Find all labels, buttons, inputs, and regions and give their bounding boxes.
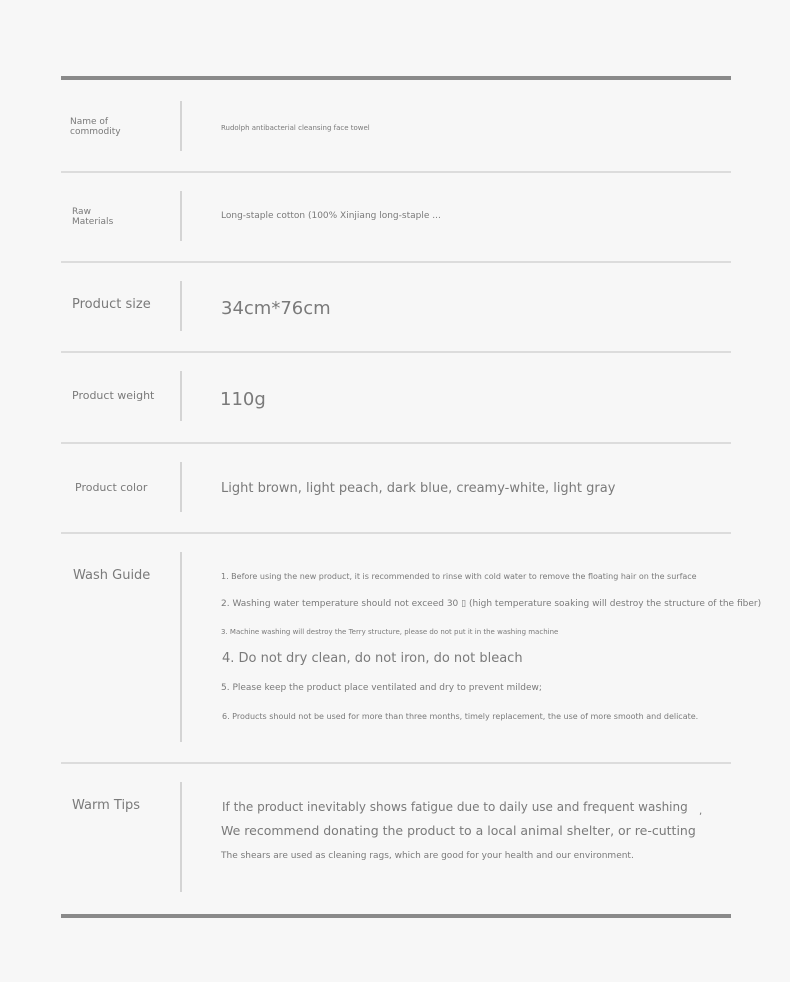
wash-guide-item: 3. Machine washing will destroy the Terry structure, please do not put it in the washing machine — [221, 628, 559, 636]
warm-tips-comma: , — [699, 806, 703, 817]
row-label-product-size: Product size — [72, 297, 151, 312]
row-divider — [61, 351, 731, 353]
wash-guide-item: 5. Please keep the product place ventilated and dry to prevent mildew; — [221, 683, 542, 693]
column-divider — [180, 552, 182, 742]
row-divider — [61, 442, 731, 444]
row-value-product-size: 34cm*76cm — [221, 298, 331, 319]
wash-guide-item: 2. Washing water temperature should not exceed 30 ▯ (high temperature soaking will destroy the structure of the fiber) — [221, 599, 762, 609]
row-value-name-of-commodity: Rudolph antibacterial cleansing face towel — [221, 124, 370, 132]
row-value-raw-materials: Long-staple cotton (100% Xinjiang long-staple ... — [221, 211, 441, 221]
column-divider — [180, 281, 182, 331]
bottom-border — [61, 914, 731, 918]
warm-tips-line: We recommend donating the product to a local animal shelter, or re-cutting — [221, 823, 696, 838]
row-divider — [61, 261, 731, 263]
column-divider — [180, 191, 182, 241]
row-divider — [61, 762, 731, 764]
warm-tips-label: Warm Tips — [72, 798, 141, 813]
row-label-raw-materials: Raw Materials — [72, 207, 114, 228]
wash-guide-item: 1. Before using the new product, it is recommended to rinse with cold water to remove the floating hair on the surface — [221, 572, 697, 581]
column-divider — [180, 782, 182, 892]
row-value-product-weight: 110g — [220, 389, 266, 410]
row-divider — [61, 532, 731, 534]
column-divider — [180, 101, 182, 151]
row-label-name-of-commodity: Name of commodity — [70, 117, 121, 138]
wash-guide-label: Wash Guide — [73, 568, 151, 583]
column-divider — [180, 371, 182, 421]
warm-tips-line: If the product inevitably shows fatigue due to daily use and frequent washing — [222, 800, 688, 814]
row-label-product-weight: Product weight — [72, 389, 155, 402]
top-border — [61, 76, 731, 80]
warm-tips-line: The shears are used as cleaning rags, which are good for your health and our environment. — [221, 851, 634, 861]
column-divider — [180, 462, 182, 512]
row-divider — [61, 171, 731, 173]
row-label-product-color: Product color — [75, 481, 148, 494]
row-value-product-color: Light brown, light peach, dark blue, creamy-white, light gray — [221, 481, 616, 496]
wash-guide-item: 4. Do not dry clean, do not iron, do not bleach — [222, 651, 523, 666]
wash-guide-item: 6. Products should not be used for more than three months, timely replacement, the use of more smooth and delicate. — [222, 712, 699, 721]
